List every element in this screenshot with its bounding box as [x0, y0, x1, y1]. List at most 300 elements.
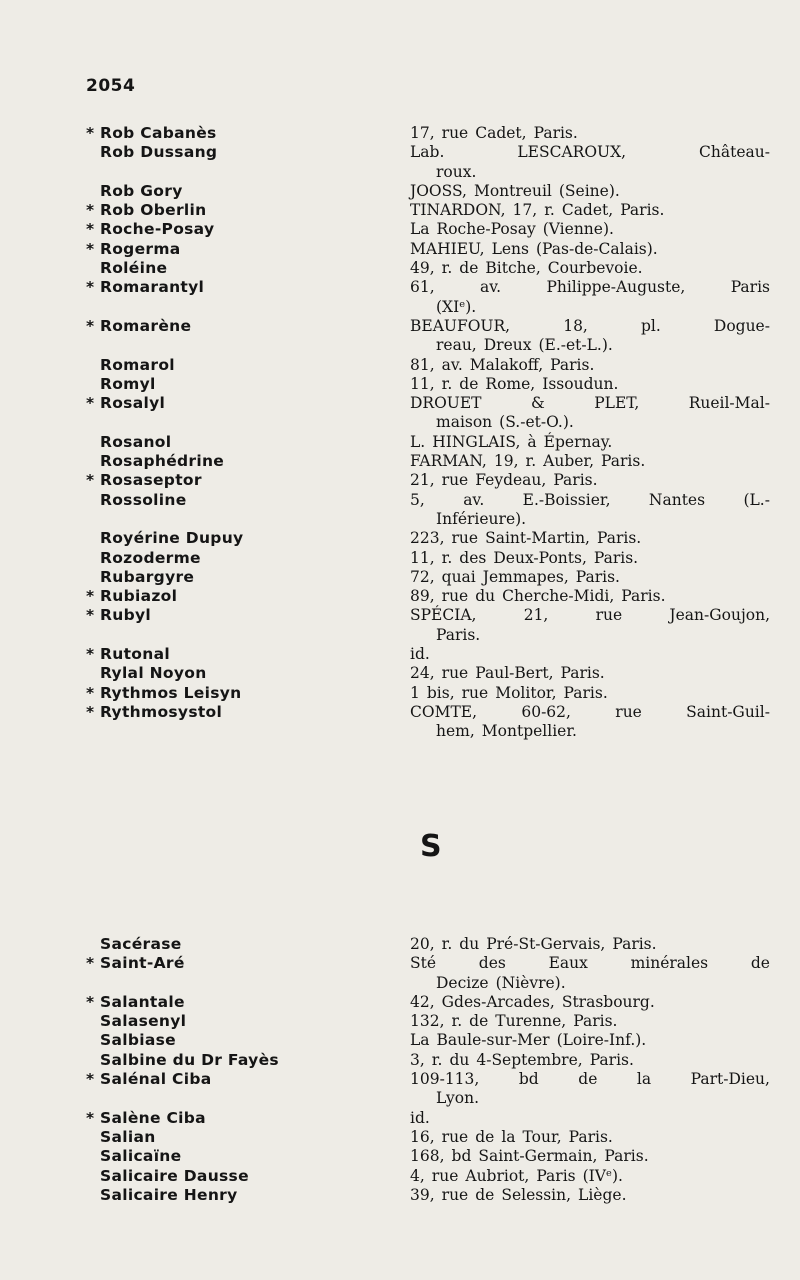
word: Paris.: [593, 548, 639, 567]
word: BEAUFOUR,: [410, 316, 511, 335]
entry-name-text: Romarantyl: [100, 278, 205, 297]
word: Paris.: [436, 625, 481, 644]
entry-address: [410, 664, 770, 683]
word: Paris.: [550, 355, 595, 374]
word: de: [459, 259, 479, 278]
address-line: [410, 606, 770, 625]
word: PLET,: [594, 394, 640, 413]
word: maison: [436, 413, 493, 432]
entry-name-text: Rosanol: [100, 432, 172, 451]
address-line: [410, 124, 770, 143]
entry-name-text: Salicaire Henry: [100, 1185, 238, 1204]
word: (Nièvre).: [495, 973, 566, 992]
word: rue: [441, 664, 469, 683]
directory-entry: [0, 529, 800, 548]
directory-entry: [0, 1109, 800, 1128]
entry-name: [86, 1109, 206, 1128]
address-line: [410, 1128, 770, 1147]
address-line: [410, 587, 770, 606]
word: Malakoff,: [469, 355, 544, 374]
word: Paris.: [601, 452, 646, 471]
entry-name-text: Rythmosystol: [100, 702, 223, 721]
word: de: [475, 1185, 495, 1204]
word: Épernay.: [543, 432, 613, 451]
word: la: [501, 1127, 516, 1146]
word: Paris.: [589, 1050, 634, 1069]
word: rue: [441, 1127, 469, 1146]
entry-name: [86, 452, 224, 471]
directory-entry: [0, 433, 800, 452]
directory-entry: [0, 1070, 800, 1109]
word: reau,: [436, 336, 477, 355]
word: av.: [463, 490, 485, 509]
directory-entry: [0, 394, 800, 433]
word: Bitche,: [485, 259, 541, 278]
entry-name-text: Roche-Posay: [100, 220, 215, 239]
word: 168,: [410, 1147, 445, 1166]
word: 17,: [410, 124, 435, 142]
address-line: [410, 336, 770, 355]
asterisk-mark: *: [86, 394, 95, 413]
address-line: [410, 240, 770, 259]
entry-name-text: Salène Ciba: [100, 1108, 206, 1127]
word: 223,: [410, 529, 445, 548]
entry-name: [86, 1012, 186, 1031]
word: roux.: [436, 162, 477, 181]
word: Rueil-Mal-: [688, 394, 770, 413]
entry-address: [410, 529, 770, 548]
word: Paris.: [568, 1127, 613, 1146]
entry-address: [410, 1109, 770, 1128]
directory-entry: [0, 201, 800, 220]
entry-name: [86, 491, 187, 510]
entry-name-text: Rosaphédrine: [100, 452, 225, 471]
address-line: [410, 1012, 770, 1031]
address-line: [410, 452, 770, 471]
word: bis,: [426, 683, 455, 702]
address-line: [410, 317, 770, 336]
entry-address: [410, 993, 770, 1012]
directory-entry: [0, 993, 800, 1012]
word: SPÉCIA,: [410, 606, 477, 625]
asterisk-mark: *: [86, 954, 95, 973]
address-line: [410, 143, 770, 162]
word: Roche-Posay: [436, 220, 536, 239]
directory-entry: [0, 278, 800, 317]
entry-name-text: Rythmos Leisyn: [100, 683, 242, 702]
entry-name: [86, 220, 214, 239]
word: quai: [441, 567, 476, 586]
entry-address: [410, 220, 770, 239]
word: rue: [441, 124, 469, 142]
entry-name-text: Romarol: [100, 355, 175, 374]
address-line: [410, 394, 770, 413]
word: Paris: [536, 1166, 576, 1185]
word: Jemmapes,: [482, 567, 569, 586]
asterisk-mark: *: [86, 1108, 95, 1127]
address-line: [410, 413, 770, 432]
entry-name: [86, 182, 183, 201]
entry-name: [86, 394, 165, 413]
directory-entry: [0, 1167, 800, 1186]
entry-name: [86, 1128, 156, 1147]
directory-entry: [0, 1186, 800, 1205]
entry-address: [410, 1147, 770, 1166]
entry-name-text: Rylal Noyon: [100, 664, 207, 683]
word: Lyon.: [436, 1089, 480, 1108]
word: 16,: [410, 1127, 435, 1146]
word: rue: [441, 471, 469, 490]
entry-name-text: Rob Gory: [100, 181, 183, 200]
word: 19,: [493, 452, 519, 471]
address-line: [410, 722, 770, 741]
word: rue: [461, 683, 489, 702]
word: L.: [410, 432, 426, 451]
word: Part-Dieu,: [690, 1070, 770, 1089]
entry-name-text: Sacérase: [100, 935, 182, 953]
word: r.: [441, 259, 453, 278]
entry-name: [86, 993, 185, 1012]
word: Decize: [436, 973, 489, 992]
entry-name: [86, 664, 207, 683]
word: Château-: [699, 143, 770, 162]
word: (Seine).: [558, 181, 620, 200]
word: à: [527, 432, 537, 451]
word: 61,: [410, 278, 435, 297]
word: id.: [410, 1108, 430, 1127]
word: Turenne,: [495, 1012, 567, 1031]
asterisk-mark: *: [86, 683, 95, 702]
word: Paris.: [573, 1012, 618, 1031]
entry-name: [86, 935, 182, 954]
word: av.: [441, 355, 463, 374]
word: La: [410, 1031, 430, 1050]
word: LESCAROUX,: [517, 143, 627, 162]
entry-address: [410, 1070, 770, 1109]
word: rue: [431, 1166, 459, 1185]
directory-entry: [0, 452, 800, 471]
entry-address: [410, 124, 770, 143]
asterisk-mark: *: [86, 201, 95, 220]
word: Tour,: [522, 1127, 562, 1146]
word: (S.-et-O.).: [499, 413, 574, 432]
address-line: [410, 471, 770, 490]
directory-entry: [0, 606, 800, 645]
directory-entry: [0, 549, 800, 568]
address-line: [410, 1167, 770, 1186]
entry-address: [410, 452, 770, 471]
entry-name-text: Royérine Dupuy: [100, 529, 244, 548]
word: de: [459, 374, 479, 393]
entry-address: [410, 1051, 770, 1070]
word: (IVᵉ).: [582, 1166, 623, 1185]
entry-name-text: Salbine du Dr Fayès: [100, 1050, 279, 1069]
word: (XIᵉ).: [436, 297, 477, 316]
word: (L.-: [743, 490, 770, 509]
word: r.: [441, 935, 453, 953]
word: Inférieure).: [436, 509, 527, 528]
word: 18,: [563, 316, 588, 335]
entry-name: [86, 278, 204, 297]
word: 4-Septembre,: [476, 1050, 583, 1069]
directory-entry: [0, 935, 800, 954]
entry-name: [86, 1186, 238, 1205]
asterisk-mark: *: [86, 316, 95, 335]
word: Sté: [410, 954, 437, 973]
word: Nantes: [648, 490, 706, 509]
entry-name: [86, 433, 171, 452]
entry-name: [86, 587, 177, 606]
entry-name: [86, 529, 243, 548]
word: du: [475, 587, 496, 606]
word: de: [750, 954, 770, 973]
directory-entry: [0, 259, 800, 278]
word: 11,: [410, 374, 435, 393]
word: 4,: [410, 1166, 425, 1185]
word: Paris.: [553, 471, 598, 490]
address-line: [410, 278, 770, 297]
entry-name: [86, 684, 241, 703]
word: 39,: [410, 1185, 435, 1204]
address-line: [410, 163, 770, 182]
entry-address: [410, 935, 770, 954]
word: r.: [431, 1050, 443, 1069]
directory-entry: [0, 645, 800, 664]
entry-address: [410, 587, 770, 606]
word: Feydeau,: [475, 471, 547, 490]
word: minérales: [630, 954, 709, 973]
entry-address: [410, 1128, 770, 1147]
asterisk-mark: *: [86, 239, 95, 258]
asterisk-mark: *: [86, 471, 95, 490]
entry-name: [86, 1147, 181, 1166]
entry-name: [86, 1167, 249, 1186]
entry-address: [410, 606, 770, 645]
directory-entry: [0, 684, 800, 703]
word: Dreux: [483, 336, 532, 355]
word: 49,: [410, 259, 435, 278]
word: Paul-Bert,: [475, 664, 554, 683]
entry-address: [410, 568, 770, 587]
word: Paris.: [621, 587, 666, 606]
word: de: [475, 1127, 495, 1146]
entry-name-text: Salasenyl: [100, 1012, 187, 1031]
word: 5,: [410, 490, 425, 509]
directory-entry: [0, 317, 800, 356]
entry-name: [86, 606, 151, 625]
directory-entry: [0, 240, 800, 259]
word: 89,: [410, 587, 435, 606]
word: (E.-et-L.).: [538, 336, 613, 355]
word: 24,: [410, 664, 435, 683]
word: hem,: [436, 722, 475, 741]
word: Baule-sur-Mer: [436, 1031, 550, 1050]
entry-name-text: Rubargyre: [100, 567, 195, 586]
entry-name-text: Salénal Ciba: [100, 1070, 212, 1089]
entry-name-text: Rob Oberlin: [100, 201, 207, 220]
entry-name: [86, 703, 222, 722]
word: Paris.: [596, 529, 642, 548]
address-line: [410, 220, 770, 239]
entry-name-text: Rob Cabanès: [100, 124, 217, 142]
entry-address: [410, 317, 770, 356]
word: des: [459, 548, 487, 567]
entry-name: [86, 645, 170, 664]
word: (Vienne).: [542, 220, 614, 239]
entry-name-text: Salian: [100, 1127, 156, 1146]
address-line: [410, 375, 770, 394]
entry-name-text: Roléine: [100, 259, 168, 278]
asterisk-mark: *: [86, 278, 95, 297]
entry-name-text: Rubyl: [100, 606, 151, 625]
address-line: [410, 974, 770, 993]
word: 60-62,: [521, 702, 571, 721]
word: Paris.: [533, 124, 578, 142]
word: rue: [595, 606, 623, 625]
address-line: [410, 298, 770, 317]
asterisk-mark: *: [86, 1070, 95, 1089]
word: 81,: [410, 355, 435, 374]
word: Lab.: [410, 143, 445, 162]
directory-entry: [0, 1147, 800, 1166]
address-line: [410, 664, 770, 683]
directory-entry: [0, 587, 800, 606]
address-line: [410, 259, 770, 278]
entry-name: [86, 317, 191, 336]
address-line: [410, 433, 770, 452]
directory-entry: [0, 664, 800, 683]
address-line: [410, 1089, 770, 1108]
entry-address: [410, 645, 770, 664]
entry-address: [410, 240, 770, 259]
word: Issoudun.: [542, 374, 619, 393]
word: JOOSS,: [410, 181, 467, 200]
directory-entry: [0, 1012, 800, 1031]
word: Paris: [730, 278, 770, 297]
entry-name-text: Rogerma: [100, 239, 181, 258]
address-line: [410, 1147, 770, 1166]
entry-name-text: Salicaire Dausse: [100, 1166, 249, 1185]
word: Gdes-Arcades,: [441, 992, 555, 1011]
asterisk-mark: *: [86, 220, 95, 239]
word: Molitor,: [495, 683, 557, 702]
word: 11,: [410, 548, 435, 567]
asterisk-mark: *: [86, 702, 95, 721]
directory-entry: [0, 703, 800, 742]
entry-address: [410, 549, 770, 568]
word: Saint-Guil-: [686, 702, 770, 721]
word: du: [449, 1050, 470, 1069]
word: Paris.: [612, 935, 657, 953]
entry-address: [410, 356, 770, 375]
address-line: [410, 1031, 770, 1050]
address-line: [410, 549, 770, 568]
word: Paris.: [575, 567, 620, 586]
address-line: [410, 935, 770, 954]
word: Liège.: [578, 1185, 627, 1204]
entry-address: [410, 703, 770, 742]
word: 72,: [410, 567, 435, 586]
word: (Loire-Inf.).: [556, 1031, 647, 1050]
address-line: [410, 1186, 770, 1205]
word: Saint-Germain,: [478, 1147, 598, 1166]
word: Montpellier.: [481, 722, 577, 741]
word: Strasbourg.: [561, 992, 655, 1011]
address-line: [410, 626, 770, 645]
entry-address: [410, 182, 770, 201]
word: Jean-Goujon,: [669, 606, 770, 625]
entry-address: [410, 259, 770, 278]
word: 21,: [523, 606, 549, 625]
word: rue: [441, 587, 469, 606]
asterisk-mark: *: [86, 645, 95, 664]
entry-address: [410, 394, 770, 433]
directory-entry: [0, 954, 800, 993]
entry-name: [86, 240, 181, 259]
address-line: [410, 954, 770, 973]
word: des: [478, 954, 506, 973]
word: pl.: [640, 316, 661, 335]
word: E.-Boissier,: [522, 490, 611, 509]
entry-name: [86, 1051, 279, 1070]
directory-entry: [0, 220, 800, 239]
asterisk-mark: *: [86, 587, 95, 606]
word: Auber,: [543, 452, 595, 471]
word: de: [578, 1070, 598, 1089]
section-heading-s: S: [420, 829, 442, 864]
entry-name-text: Rubiazol: [100, 587, 178, 606]
word: Paris.: [604, 1147, 649, 1166]
entry-name: [86, 356, 175, 375]
word: 20,: [410, 935, 435, 953]
page-number: 2054: [86, 76, 136, 96]
word: Dogue-: [713, 316, 770, 335]
word: Cadet,: [561, 201, 614, 220]
word: Aubriot,: [465, 1166, 530, 1185]
word: 132,: [410, 1012, 445, 1031]
address-line: [410, 684, 770, 703]
entries-s-section: [0, 935, 800, 1205]
word: id.: [410, 645, 430, 664]
word: Cherche-Midi,: [502, 587, 615, 606]
entry-name: [86, 124, 217, 143]
word: Eaux: [548, 954, 588, 973]
address-line: [410, 1070, 770, 1089]
word: 17,: [512, 201, 538, 220]
entry-address: [410, 278, 770, 317]
word: bd: [518, 1070, 539, 1089]
directory-entry: [0, 491, 800, 530]
asterisk-mark: *: [86, 606, 95, 625]
entry-address: [410, 143, 770, 182]
directory-entry: [0, 182, 800, 201]
entry-address: [410, 375, 770, 394]
word: 1: [410, 683, 420, 702]
entry-address: [410, 433, 770, 452]
entry-address: [410, 684, 770, 703]
word: rue: [441, 1185, 469, 1204]
word: Montreuil: [473, 181, 552, 200]
word: rue: [615, 702, 642, 721]
word: FARMAN,: [410, 452, 487, 471]
address-line: [410, 491, 770, 510]
entry-name-text: Salicaïne: [100, 1147, 182, 1166]
address-line: [410, 568, 770, 587]
word: bd: [451, 1147, 472, 1166]
entry-address: [410, 1012, 770, 1031]
entry-name-text: Rossoline: [100, 490, 187, 509]
word: Cadet,: [475, 124, 527, 142]
